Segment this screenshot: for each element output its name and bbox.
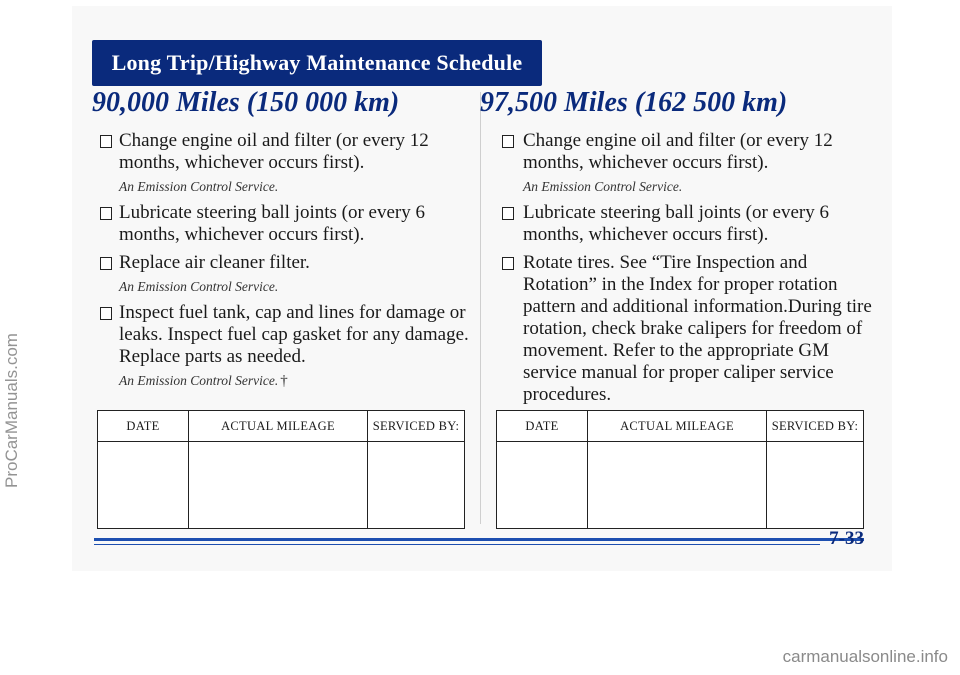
checkbox-icon[interactable] xyxy=(100,307,112,320)
column-header-date: DATE xyxy=(98,411,189,442)
column-header-mileage: ACTUAL MILEAGE xyxy=(588,411,767,442)
task-item xyxy=(478,252,878,406)
column-header-serviced-by: SERVICED BY: xyxy=(368,411,465,442)
task-text: Replace air cleaner filter. xyxy=(119,252,310,273)
column-header-mileage: ACTUAL MILEAGE xyxy=(189,411,368,442)
task-list xyxy=(478,130,878,406)
task-note-text: An Emission Control Service. xyxy=(119,373,279,388)
task-note xyxy=(119,372,472,390)
mileage-heading: 90,000 Miles (150 000 km) xyxy=(92,87,400,118)
side-watermark: ProCarManuals.com xyxy=(2,333,21,488)
checkbox-icon[interactable] xyxy=(502,135,514,148)
task-note: An Emission Control Service. xyxy=(119,179,279,194)
task-text: Lubricate steering ball joints (or every 6 months, whichever occurs first). xyxy=(523,202,830,245)
table-row xyxy=(497,442,864,529)
schedule-column-97500 xyxy=(478,86,878,406)
date-cell[interactable] xyxy=(98,442,189,529)
section-title: Long Trip/Highway Maintenance Schedule xyxy=(111,50,523,75)
mileage-cell[interactable] xyxy=(588,442,767,529)
task-text: Rotate tires. See “Tire Inspection and Rotation” in the Index for proper rotation pattern and additional information.During tire rotation, check brake calipers for freedom of movement. Refer to the appropriate GM service manual for proper caliper service procedures. xyxy=(523,252,872,405)
task-note: An Emission Control Service. xyxy=(523,179,683,194)
task-item xyxy=(92,130,472,196)
task-item xyxy=(478,130,878,196)
serviced-by-cell[interactable] xyxy=(368,442,465,529)
footer-rule-thin xyxy=(94,544,820,545)
footer-rule xyxy=(94,538,864,541)
column-header-serviced-by: SERVICED BY: xyxy=(767,411,864,442)
mileage-heading: 97,500 Miles (162 500 km) xyxy=(480,87,788,118)
task-text: Change engine oil and filter (or every 12 months, whichever occurs first). xyxy=(523,130,833,173)
checkbox-icon[interactable] xyxy=(100,207,112,220)
mileage-cell[interactable] xyxy=(189,442,368,529)
task-text: Inspect fuel tank, cap and lines for damage or leaks. Inspect fuel cap gasket for any damage. Replace parts as needed. xyxy=(119,302,469,367)
table-header-row xyxy=(98,411,465,442)
table-row xyxy=(98,442,465,529)
dagger-mark: † xyxy=(280,373,288,389)
task-note: An Emission Control Service. xyxy=(119,279,279,294)
task-item xyxy=(92,302,472,390)
task-text: Lubricate steering ball joints (or every 6 months, whichever occurs first). xyxy=(119,202,426,245)
serviced-by-cell[interactable] xyxy=(767,442,864,529)
service-log-table-right xyxy=(496,410,864,529)
checkbox-icon[interactable] xyxy=(100,135,112,148)
checkbox-icon[interactable] xyxy=(502,207,514,220)
page-number: 7-33 xyxy=(829,528,864,549)
service-log-table-left xyxy=(97,410,465,529)
task-item xyxy=(478,202,878,246)
task-item xyxy=(92,252,472,296)
task-text: Change engine oil and filter (or every 12 months, whichever occurs first). xyxy=(119,130,429,173)
bottom-watermark: carmanualsonline.info xyxy=(782,647,948,666)
checkbox-icon[interactable] xyxy=(100,257,112,270)
table-header-row xyxy=(497,411,864,442)
task-list xyxy=(92,130,472,390)
checkbox-icon[interactable] xyxy=(502,257,514,270)
schedule-column-90000 xyxy=(92,86,472,396)
column-header-date: DATE xyxy=(497,411,588,442)
date-cell[interactable] xyxy=(497,442,588,529)
task-item xyxy=(92,202,472,246)
section-header xyxy=(92,40,542,86)
